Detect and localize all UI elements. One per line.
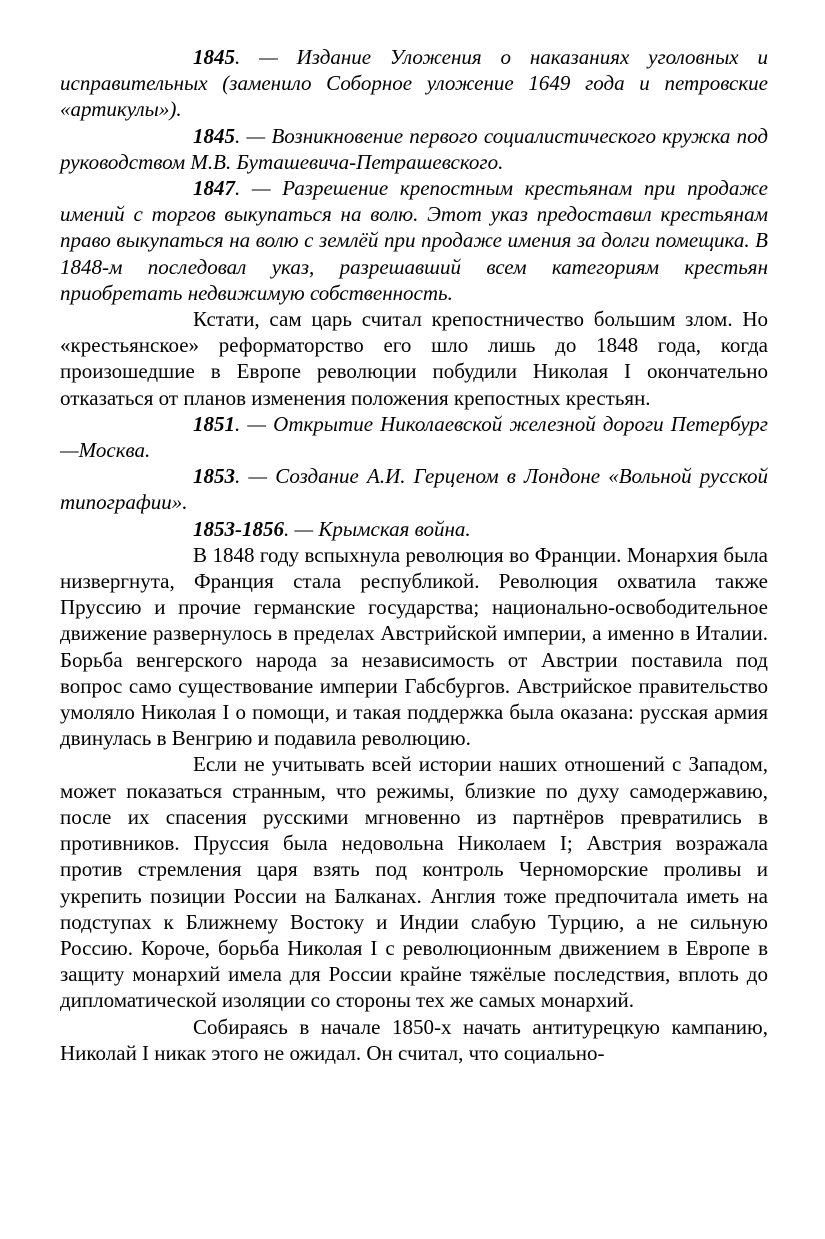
chronology-entry-1853 (60, 463, 768, 515)
chronology-entry-1853-1856 (60, 516, 768, 542)
chronology-entry-1845-circle (60, 123, 768, 175)
entry-year: 1853 (193, 464, 235, 489)
chronology-entry-1847 (60, 175, 768, 306)
body-paragraph: Кстати, сам царь считал крепостничество большим злом. Но «крестьянское» реформаторство его шло лишь до 1848 года, когда произошедшие в Европе революции побудили Николая I окончательно отказаться от планов изменения положения крепостных крестьян. (60, 307, 768, 410)
entry-year: 1853-1856 (193, 516, 284, 541)
body-paragraph: В 1848 году вспыхнула революция во Франции. Монархия была низвергнута, Франция стала республикой. Революция охватила также Пруссию и прочие германские государства; национально-освободительное движение развернулось в пределах Австрийской империи, а именно в Италии. Борьба венгерского народа за независимость от Австрии поставила под вопрос само существование империи Габсбургов. Австрийское правительство умоляло Николая I о помощи, и такая поддержка была оказана: русская армия двинулась в Венгрию и подавила революцию. (60, 542, 768, 751)
entry-year: 1845 (193, 45, 235, 69)
entry-text: . — Крымская война. (284, 516, 471, 541)
document-page (60, 44, 768, 1066)
body-paragraph: Если не учитывать всей истории наших отношений с Западом, может показаться странным, что режимы, близкие по духу самодержавию, после их спасения русскими мгновенно из партнёров превратились в противников. Пруссия была недовольна Николаем I; Австрия возражала против стремления царя взять под контроль Черноморские проливы и укрепить позиции России на Балканах. Англия тоже предпочитала иметь на подступах к Ближнему Востоку и Индии слабую Турцию, а не сильную Россию. Короче, борьба Николая I с революционным движением в Европе в защиту монархий имела для России крайне тяжёлые последствия, вплоть до дипломатической изоляции со стороны тех же самых монархий. (60, 752, 768, 1013)
entry-text: . — Издание Уложения о наказаниях уголовных и исправительных (заменило Соборное уложение 1649 года и петровские «артикулы»). (60, 45, 768, 122)
entry-text: . — Открытие Николаевской железной дороги Петербург—Москва. (60, 411, 768, 463)
entry-year: 1845 (193, 123, 235, 148)
entry-text: . — Разрешение крепостным крестьянам при продаже имений с торгов выкупаться на волю. Этот указ предоставил крестьянам право выкупаться на волю с землёй при продаже имения за долги помещика. В 1848-м последовал указ, разрешавший всем категориям крестьян приобретать недвижимую собственность. (60, 176, 768, 305)
entry-year: 1851 (193, 411, 235, 436)
entry-text: . — Создание А.И. Герценом в Лондоне «Вольной русской типографии». (60, 464, 768, 515)
entry-text: . — Возникновение первого социалистического кружка под руководством М.В. Буташевича-Петрашевского. (60, 123, 768, 174)
chronology-entry-1851 (60, 411, 768, 463)
entry-year: 1847 (193, 176, 235, 201)
body-paragraph: Собираясь в начале 1850-х начать антитурецкую кампанию, Николай I никак этого не ожидал. Он считал, что социально- (60, 1014, 768, 1065)
chronology-entry-1845-code (60, 44, 768, 123)
